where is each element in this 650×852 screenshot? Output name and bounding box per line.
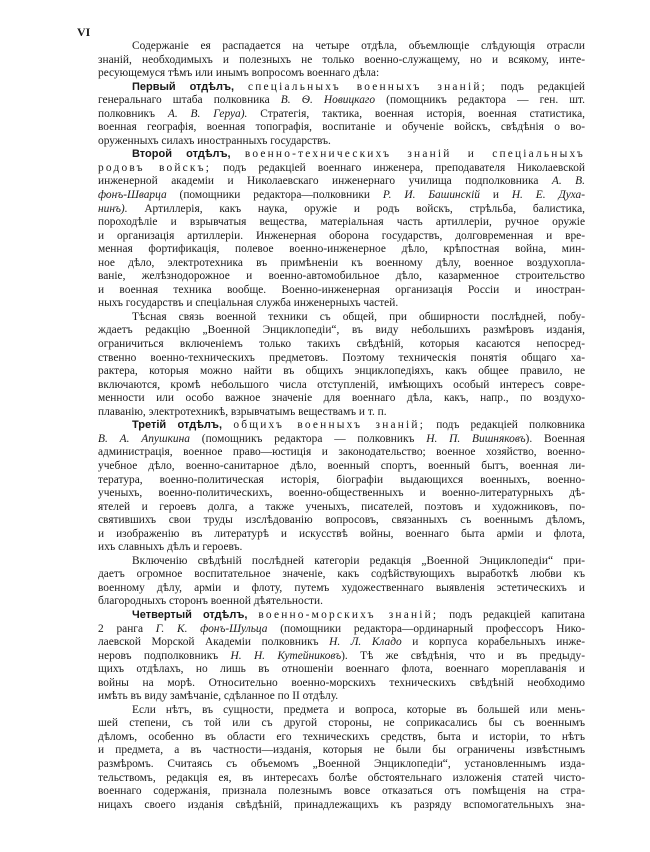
person-name: В. А. Апушкина bbox=[98, 432, 190, 445]
paragraph bbox=[98, 40, 585, 81]
text-segment: военная географія, военная топографія, воспитаніе и обученіе войскъ, свѣдѣнія о во- bbox=[98, 121, 585, 134]
text-segment: менная фортификація, полевое военно-инженерное дѣло, крѣпостная война, мин- bbox=[98, 243, 585, 256]
text-line bbox=[98, 175, 585, 189]
text-line bbox=[98, 203, 585, 217]
text-segment: администрація, военное право—юстиція и законодательство; военное хозяйство, военно- bbox=[98, 446, 585, 459]
text-line bbox=[98, 623, 585, 637]
text-segment: тература, военно-политическая исторія, біографіи выдающихся военныхъ, военно- bbox=[98, 473, 585, 486]
person-name: Р. И. Башинскій bbox=[382, 189, 480, 202]
text-line bbox=[98, 257, 585, 271]
person-name: Г. К. фонъ-Шульца bbox=[155, 622, 268, 635]
text-line bbox=[98, 162, 585, 176]
text-line bbox=[98, 595, 585, 609]
text-segment: ресующемуся тѣмъ или инымъ вопросомъ военнаго дѣла: bbox=[98, 67, 380, 80]
text-line bbox=[98, 677, 585, 691]
text-line bbox=[98, 731, 585, 745]
text-line bbox=[98, 446, 585, 460]
text-line bbox=[98, 433, 585, 447]
text-line bbox=[98, 108, 585, 122]
text-line bbox=[98, 690, 585, 704]
text-segment: генеральнаго штаба полковника bbox=[98, 94, 281, 107]
text-line bbox=[98, 338, 585, 352]
text-segment: полковникъ bbox=[98, 107, 168, 120]
text-segment: и организація артиллеріи. Инженерная оборона государствъ, долговременная и вре- bbox=[98, 229, 585, 242]
text-line bbox=[98, 216, 585, 230]
text-segment: (помощникъ редактора — ген. шт. bbox=[375, 94, 586, 107]
text-segment: (помощникъ редактора — полковникъ bbox=[189, 432, 427, 445]
text-line bbox=[98, 772, 585, 786]
section-subject: родовъ войскъ; bbox=[98, 161, 212, 174]
text-line bbox=[98, 650, 585, 664]
person-name: А. В. Геруа). bbox=[167, 107, 248, 120]
text-segment: ихъ славныхъ дѣлъ и героевъ. bbox=[98, 541, 243, 554]
text-segment: Содержаніе ея распадается на четыре отдѣла, объемлющіе слѣдующія отрасли bbox=[132, 40, 585, 52]
text-line bbox=[98, 324, 585, 338]
text-segment: Если нѣтъ, въ сущности, предмета и вопроса, которые въ большей или мень- bbox=[132, 703, 585, 716]
section-subject: военно-морскихъ знаній; bbox=[258, 608, 439, 621]
text-segment: шей степени, съ той или съ другой стороны, не соприкасались бы съ военнымъ bbox=[98, 717, 585, 730]
text-line bbox=[98, 744, 585, 758]
text-line bbox=[98, 365, 585, 379]
text-segment: Включенію свѣдѣній послѣдней категоріи редакція „Военной Энциклопедіи“ при- bbox=[132, 554, 585, 567]
text-line bbox=[98, 758, 585, 772]
text-segment: подъ редакціей капитана bbox=[438, 608, 585, 621]
text-line bbox=[98, 54, 585, 68]
text-segment: плаванію, электротехникѣ, взрывчатымъ веществамъ и т. п. bbox=[98, 405, 387, 418]
text-line bbox=[98, 135, 585, 149]
text-line bbox=[98, 284, 585, 298]
text-segment: подъ редакціей военнаго инженера, преподавателя Николаевской bbox=[211, 161, 585, 174]
person-name: А. В. bbox=[551, 175, 585, 188]
text-segment: ятелей и героевъ долга, а также ученыхъ, писателей, поэтовъ и художниковъ, по- bbox=[98, 500, 585, 513]
person-name: Н. Е. Духа- bbox=[511, 189, 585, 202]
text-line bbox=[98, 474, 585, 488]
paragraph bbox=[98, 81, 585, 149]
text-line bbox=[98, 392, 585, 406]
text-line bbox=[98, 501, 585, 515]
body-text bbox=[98, 40, 585, 812]
text-segment: ученыхъ, военно-политическихъ, военно-общественныхъ и военно-литературныхъ дѣ- bbox=[98, 487, 585, 500]
text-segment: рактера, которыя можно найти въ общихъ энциклопедіяхъ, какъ общее правило, не bbox=[98, 365, 585, 378]
text-segment: размѣромъ. Считаясь съ объемомъ „Военной Энциклопедіи“, установленнымъ изда- bbox=[98, 757, 585, 770]
paragraph bbox=[98, 704, 585, 812]
person-name: Н. П. Вишняковъ bbox=[426, 432, 526, 445]
text-line bbox=[98, 379, 585, 393]
person-name: нинъ). bbox=[98, 202, 128, 215]
person-name: Н. Н. Кутейниковъ bbox=[230, 649, 342, 662]
text-segment: лаевской Морской Академіи полковникъ bbox=[98, 636, 330, 649]
text-segment: Тѣсная связь военной техники съ общей, при обширности послѣдней, побу- bbox=[132, 310, 585, 323]
text-segment: ныхъ государствъ и спеціальная служба инженерныхъ частей. bbox=[98, 297, 399, 310]
text-line bbox=[98, 189, 585, 203]
text-segment: Стратегія, тактика, военная исторія, военная статистика, bbox=[247, 107, 585, 120]
text-segment: (помощники редактора—полковники bbox=[166, 189, 383, 202]
text-line bbox=[98, 785, 585, 799]
text-line bbox=[98, 609, 585, 623]
text-line bbox=[98, 636, 585, 650]
text-line bbox=[98, 799, 585, 813]
text-segment: имѣть въ виду замѣчаніе, сдѣланное по II отдѣлу. bbox=[98, 690, 339, 703]
section-heading: Первый отдѣлъ, bbox=[132, 80, 248, 93]
text-segment: ). Тѣ же свѣдѣнія, что и въ предыду- bbox=[341, 649, 585, 662]
person-name: Н. Л. Кладо bbox=[329, 636, 402, 649]
text-segment: включаются, кромѣ небольшого числа отступленій, имѣющихъ особый интересъ совре- bbox=[98, 378, 585, 391]
text-segment: оруженныхъ силахъ иностранныхъ государствъ. bbox=[98, 134, 331, 147]
text-segment: ограничиться включеніемъ только такихъ свѣдѣній, которыя касаются непосред- bbox=[98, 338, 585, 351]
person-name: В. Ѳ. Новицкаго bbox=[280, 94, 376, 107]
text-line bbox=[98, 40, 585, 54]
text-line bbox=[98, 541, 585, 555]
text-segment: войны на морѣ. Относительно военно-морскихъ техническихъ свѣдѣній необходимо bbox=[98, 676, 585, 689]
text-segment: Артиллерія, какъ наука, оружіе и родъ войскъ, стрѣльба, балистика, bbox=[127, 202, 585, 215]
text-segment: учебное дѣло, военно-санитарное дѣло, военный спортъ, военный бытъ, военная ли- bbox=[98, 459, 585, 472]
text-line bbox=[98, 230, 585, 244]
text-line bbox=[98, 704, 585, 718]
section-subject: общихъ военныхъ знаній; bbox=[233, 419, 426, 432]
text-line bbox=[98, 121, 585, 135]
text-line bbox=[98, 311, 585, 325]
page-number: VI bbox=[77, 25, 91, 39]
paragraph bbox=[98, 311, 585, 419]
text-segment: менности или особо важное значеніе для военнаго дѣла, какъ, напр., по воздухо- bbox=[98, 392, 585, 405]
text-line bbox=[98, 67, 585, 81]
text-segment: ). Военная bbox=[525, 432, 585, 445]
text-line bbox=[98, 460, 585, 474]
text-segment: и bbox=[479, 189, 512, 202]
text-segment: благородныхъ сторонъ военной дѣятельности. bbox=[98, 595, 323, 608]
section-heading: Четвертый отдѣлъ, bbox=[132, 608, 259, 621]
text-line bbox=[98, 419, 585, 433]
text-segment: щихъ отдѣлахъ, но лишь въ отношеніи военнаго флота, военнаго мореплаванія и bbox=[98, 663, 585, 676]
text-line bbox=[98, 81, 585, 95]
text-line bbox=[98, 487, 585, 501]
text-line bbox=[98, 717, 585, 731]
section-heading: Третій отдѣлъ, bbox=[132, 419, 234, 432]
text-line bbox=[98, 297, 585, 311]
text-segment: ваніе, желѣзнодорожное и военно-автомобильное дѣло, казарменное строительство bbox=[98, 270, 585, 283]
text-segment: (помощники редактора—ординарный профессоръ Нико- bbox=[267, 622, 586, 635]
text-line bbox=[98, 582, 585, 596]
text-segment: и корпуса корабельныхъ инже- bbox=[401, 636, 586, 649]
text-segment: дѣломъ, особенно въ области его техническихъ средствъ, быта и исторіи, то нѣтъ bbox=[98, 730, 585, 743]
text-line bbox=[98, 352, 585, 366]
text-segment: ное дѣло, электротехника въ примѣненіи къ военному дѣлу, военное воздухопла- bbox=[98, 256, 585, 269]
text-segment: и предмета, а въ частности—изданія, которыя не были бы ограничены извѣстнымъ bbox=[98, 744, 585, 757]
text-segment: и изображенію въ литературѣ и искусствѣ войны, военнаго быта арміи и флота, bbox=[98, 527, 585, 540]
text-line bbox=[98, 555, 585, 569]
text-segment: военному дѣлу, арміи и флоту, путемъ художественнаго выявленія эстетическихъ и bbox=[98, 581, 585, 594]
text-segment: ницахъ своего изданія свѣдѣній, принадлежащихъ къ разряду вспомогательныхъ зна- bbox=[98, 798, 585, 811]
text-segment: неровъ подполковникъ bbox=[98, 649, 231, 662]
text-segment: подъ редакціей полковника bbox=[425, 419, 585, 432]
text-line bbox=[98, 568, 585, 582]
text-segment: пороходѣліе и взрывчатыя вещества, матеріальная часть артиллеріи, ручное оружіе bbox=[98, 216, 585, 229]
text-segment: знаній, необходимыхъ и полезныхъ не только военно-служащему, но и всякому, инте- bbox=[98, 53, 585, 66]
paragraph bbox=[98, 555, 585, 609]
text-segment: ственно военно-техническихъ предметовъ. Поэтому техническія понятія общаго ха- bbox=[98, 351, 585, 364]
text-line bbox=[98, 94, 585, 108]
text-segment: 2 ранга bbox=[98, 622, 156, 635]
text-line bbox=[98, 148, 585, 162]
text-segment: святившихъ свои труды изслѣдованію вопросовъ, связанныхъ съ военнымъ дѣломъ, bbox=[98, 514, 585, 527]
text-line bbox=[98, 663, 585, 677]
section-subject: спеціальныхъ военныхъ знаній; bbox=[247, 80, 487, 93]
text-segment: подъ редакціей bbox=[487, 80, 585, 93]
text-line bbox=[98, 528, 585, 542]
section-heading: Второй отдѣлъ, bbox=[132, 148, 245, 161]
text-segment: и военная техника вообще. Военно-инженерная организація Россіи и иностран- bbox=[98, 283, 585, 296]
person-name: фонъ-Шварца bbox=[98, 189, 167, 202]
text-line bbox=[98, 270, 585, 284]
text-segment: инженерной академіи и Николаевскаго инженернаго училища подполковника bbox=[98, 175, 552, 188]
text-line bbox=[98, 514, 585, 528]
text-segment: ждаетъ редакцію „Военной Энциклопедіи“, въ виду небольшихъ размѣровъ изданія, bbox=[98, 324, 585, 337]
paragraph bbox=[98, 419, 585, 554]
text-line bbox=[98, 406, 585, 420]
text-segment: даетъ огромное воспитательное значеніе, какъ содѣйствующихъ выработкѣ любви къ bbox=[98, 568, 585, 581]
text-line bbox=[98, 243, 585, 257]
section-subject: военно-техническихъ знаній и спеціальныхъ bbox=[244, 148, 586, 161]
text-segment: военнаго содержанія, признала полезнымъ вовсе отказаться отъ помѣщенія на стра- bbox=[98, 785, 585, 798]
paragraph bbox=[98, 148, 585, 311]
paragraph bbox=[98, 609, 585, 704]
text-segment: тельствомъ, редакція ея, въ интересахъ болѣе обстоятельнаго изложенія статей чисто- bbox=[98, 771, 585, 784]
